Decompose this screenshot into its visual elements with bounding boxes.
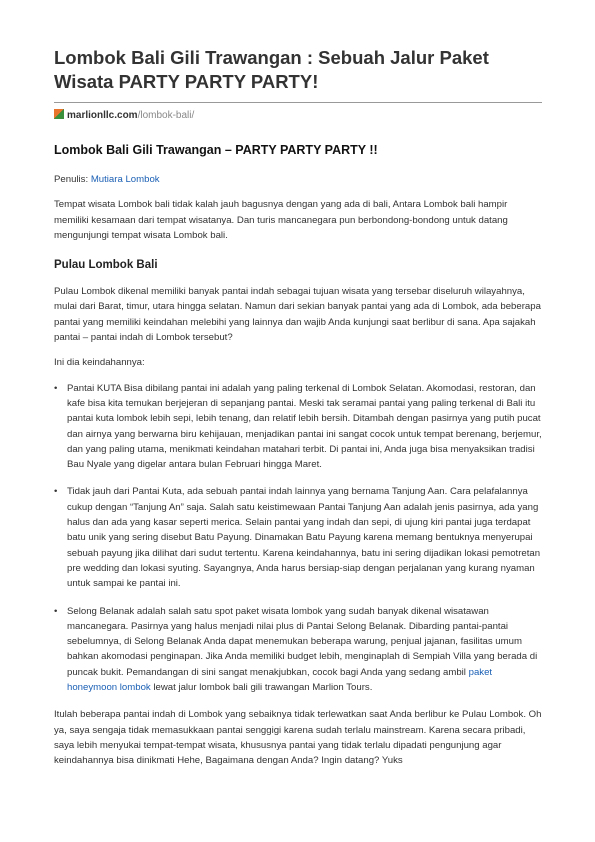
author-link[interactable]: Mutiara Lombok [90, 174, 160, 185]
section-heading: Pulau Lombok Bali [54, 259, 158, 272]
beach-list [54, 381, 542, 696]
page-title: Lombok Bali Gili Trawangan : Sebuah Jalur Paket Wisata PARTY PARTY PARTY! [54, 47, 489, 92]
closing-paragraph: Itulah beberapa pantai indah di Lombok yang sebaiknya tidak terlewatkan saat Anda berlibur ke Pulau Lombok. Oh ya, saya sengaja tidak memasukkaan pantai senggigi karena sudah terlalu mainstream. Karena secara pribadi, saya lebih menyukai tempat-tempat wisata, khususnya pantai yang tidak terlalu dipadati pengunjung agar keindahannya bisa dinikmati Hehe, Bagaimana dengan Anda? Ingin datang? Yuks [54, 709, 542, 767]
list-intro: Ini dia keindahannya: [54, 357, 145, 369]
honeymoon-link[interactable]: paket honeymoon lombok [67, 666, 493, 694]
article-body [54, 142, 542, 779]
source-domain[interactable]: marlionllc.com [67, 110, 138, 121]
list-item-selong-belanak [54, 604, 542, 696]
article-heading: Lombok Bali Gili Trawangan – PARTY PARTY PARTY !! [54, 143, 378, 157]
list-item-text-before: Selong Belanak adalah salah satu spot paket wisata lombok yang sudah banyak dikenal wisatawan mancanegara. Pasirnya yang halus menjadi nilai plus di Pantai Selong Belanak. Dibarding pantai-pantai sebelumnya, di Selong Belanak Anda dapat menemukan beberapa warung, penjual jajanan, fasilitas umum bahkan akomodasi penginapan. Jika Anda memiliki budget lebih, menginaplah di Sempiah Villa yang berada di puncak bukit. Pemandangan di sini sangat menakjubkan, cocok bagi Anda yang sedang ambil [67, 605, 538, 678]
source-path[interactable]: /lombok-bali/ [137, 110, 195, 121]
author-label: Penulis: [54, 174, 89, 185]
author-line [54, 172, 542, 187]
list-item-tanjung-aan: • Tidak jauh dari Pantai Kuta, ada sebuah pantai indah lainnya yang bernama Tanjung Aan. Cara pelafalannya cukup dengan “Tanjung An” saja. Salah satu keistimewaan Pantai Tanjung Aan adalah jenis pasirnya, ada yang halus dan ada yang kasar seperti merica. Selain pantai yang indah dan sepi, di ujung kiri pantai juga terdapat batu unik yang sering disebut Batu Payung. Dinamakan Batu Payung karena memang bentuknya menyerupai sebuah payung jika dilihat dari sudut tertentu. Karena keindahannya, batu ini sering dijadikan lokasi pemotretan pre wedding dan lokasi syuting. Sayangnya, Anda harus bersiap-siap dengan perjalanan yang kurang nyaman untuk sampai ke pantai ini. [54, 484, 542, 591]
site-favicon-icon [54, 109, 64, 119]
list-item-text-after: lewat jalur lombok bali gili trawangan Marlion Tours. [150, 682, 373, 694]
title-divider [54, 102, 542, 103]
section-paragraph: Pulau Lombok dikenal memiliki banyak pantai indah sebagai tujuan wisata yang tersebar diseluruh wilayahnya, mulai dari Barat, timur, utara hingga selatan. Namun dari sekian banyak pantai yang ada di Lombok, ada beberapa pantai yang memiliki keindahan melebihi yang lainnya dan wajib Anda kunjungi saat berlibur di sana. Apa sajakah pantai – pantai indah di Lombok tersebut? [54, 286, 541, 344]
intro-paragraph: Tempat wisata Lombok bali tidak kalah jauh bagusnya dengan yang ada di bali, Antara Lombok bali hampir memiliki kesamaan dari tempat wisatanya. Dan turis mancanegara pun berbondong-bondong untuk datang mengunjungi tempat wisata Lombok bali. [54, 199, 508, 241]
list-item-kuta: • Pantai KUTA Bisa dibilang pantai ini adalah yang paling terkenal di Lombok Selatan. Akomodasi, restoran, dan kafe bisa kita temukan berjejeran di sepanjang pantai. Meski tak seramai pantai yang paling terkenal di Bali itu pantai kuta lombok lebih sepi, lebih tenang, dan relatif lebih bersih. Ditambah dengan pasirnya yang putih pucat dan airnya yang berwarna biru kehijauan, menjadikan pantai ini sangat cocok untuk tempat berenang, berjemur, dan yang paling utama, menikmati keindahan matahari terbit. Di pantai ini, Anda juga bisa menyaksikan tradisi Bau Nyale yang digelar antara bulan Februari hingga Maret. [54, 381, 542, 473]
source-line [54, 109, 194, 123]
